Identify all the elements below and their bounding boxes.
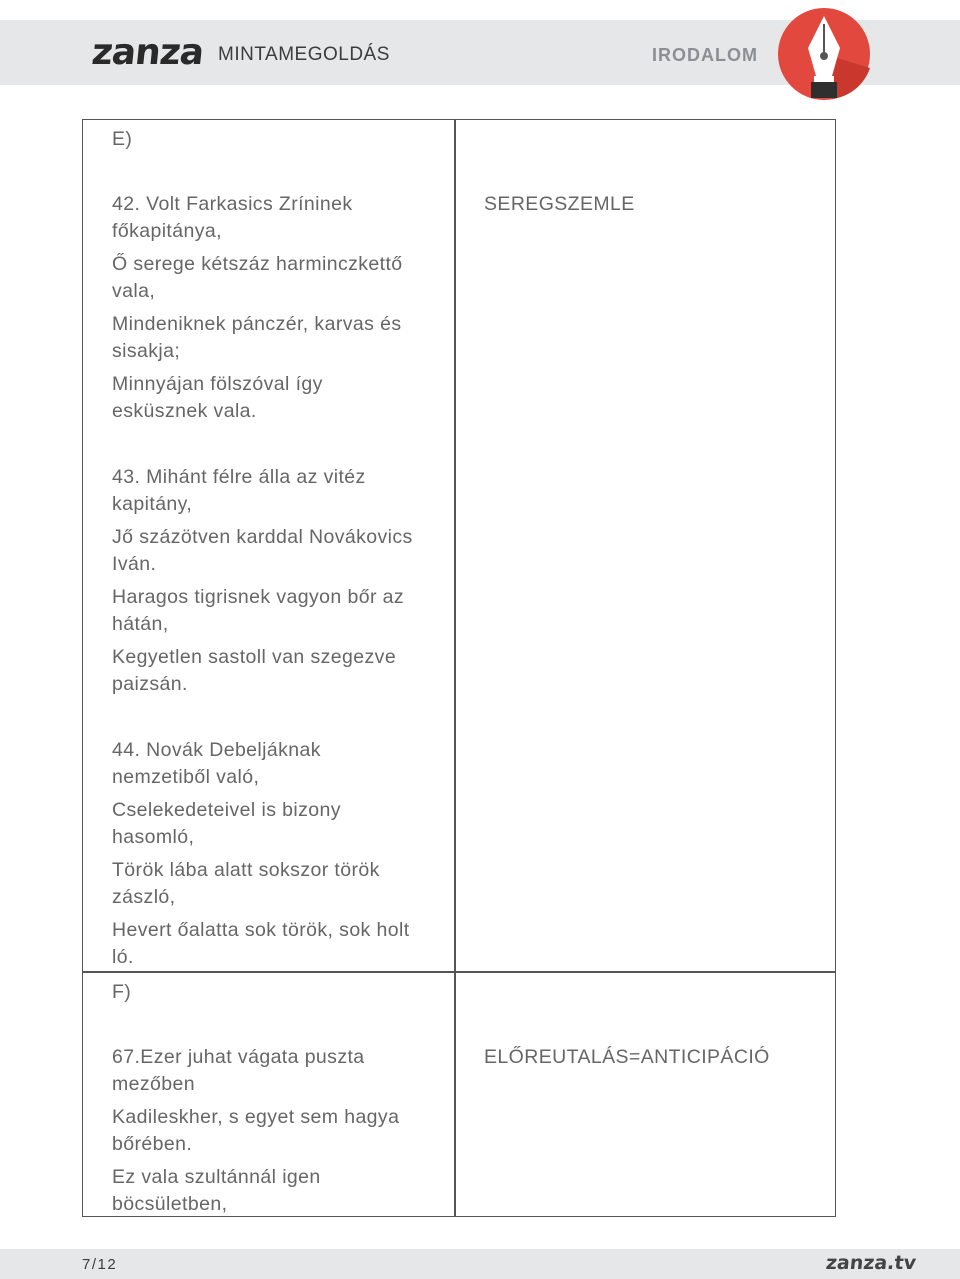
stanza-line: hasomló, xyxy=(112,826,195,848)
stanza-line: esküsznek vala. xyxy=(112,400,257,422)
stanza-line: Kadileskher, s egyet sem hagya xyxy=(112,1106,400,1128)
stanza-line: vala, xyxy=(112,280,156,302)
stanza-line: hátán, xyxy=(112,613,169,635)
subject-label: IRODALOM xyxy=(652,45,758,65)
stanza-line: Mindeniknek pánczér, karvas és xyxy=(112,313,402,335)
stanza-line: 43. Mihánt félre álla az vitéz xyxy=(112,466,366,488)
stanza-line: 42. Volt Farkasics Zríninek xyxy=(112,193,353,215)
stanza-line: Hevert őalatta sok török, sok holt xyxy=(112,919,410,941)
stanza-line: mezőben xyxy=(112,1073,196,1095)
stanza-line: ló. xyxy=(112,946,134,968)
stanza-line: Haragos tigrisnek vagyon bőr az xyxy=(112,586,405,608)
text-analysis-table xyxy=(82,119,836,1217)
stanza-line: Iván. xyxy=(112,553,157,575)
stanza-line: 67.Ezer juhat vágata puszta xyxy=(112,1046,365,1068)
zanza-logo: zanza xyxy=(89,32,206,73)
stanza-line: 44. Novák Debeljáknak xyxy=(112,739,321,761)
answer-seregszemle: SEREGSZEMLE xyxy=(484,193,635,215)
stanza-line: zászló, xyxy=(112,886,176,908)
document-type: MINTAMEGOLDÁS xyxy=(218,44,390,65)
stanza-line: Jő százötven karddal Novákovics xyxy=(112,526,413,548)
stanza-line: Cselekedeteivel is bizony xyxy=(112,799,341,821)
zanza-tv-logo: zanza.tv xyxy=(824,1252,918,1274)
stanza-line: böcsületben, xyxy=(112,1193,228,1215)
section-label-f: F) xyxy=(112,981,132,1003)
stanza-line: főkapitánya, xyxy=(112,220,222,242)
stanza-line: sisakja; xyxy=(112,340,181,362)
answer-anticipacio: ELŐREUTALÁS=ANTICIPÁCIÓ xyxy=(484,1046,770,1068)
stanza-line: kapitány, xyxy=(112,493,193,515)
stanza-line: Ez vala szultánnál igen xyxy=(112,1166,321,1188)
stanza-line: Ő serege kétszáz harminczkettő xyxy=(112,253,403,275)
page-number: 7/12 xyxy=(82,1256,118,1273)
stanza-line: Minnyájan fölszóval így xyxy=(112,373,323,395)
column-divider xyxy=(454,120,456,1216)
fountain-pen-icon xyxy=(776,6,872,102)
row-divider xyxy=(83,971,835,973)
stanza-line: paizsán. xyxy=(112,673,188,695)
stanza-line: Török lába alatt sokszor török xyxy=(112,859,380,881)
section-label-e: E) xyxy=(112,128,133,150)
stanza-line: bőrében. xyxy=(112,1133,193,1155)
page-footer xyxy=(0,1249,960,1279)
stanza-line: nemzetiből való, xyxy=(112,766,260,788)
stanza-line: Kegyetlen sastoll van szegezve xyxy=(112,646,397,668)
